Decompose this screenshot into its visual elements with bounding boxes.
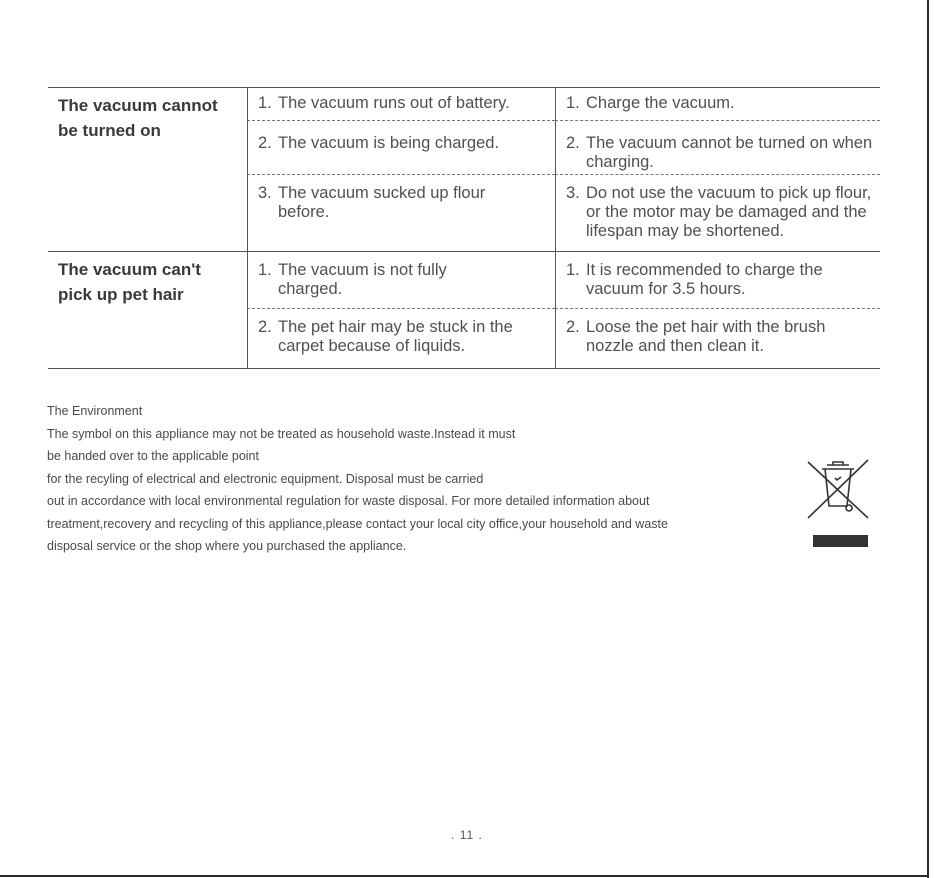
solution-number: 2. xyxy=(566,134,580,152)
problem-label: The vacuum cannot be turned on xyxy=(58,96,218,140)
trouble-group xyxy=(48,88,880,251)
solution-cell xyxy=(555,308,880,368)
solution-number: 2. xyxy=(566,318,580,336)
environment-text-line: be handed over to the applicable point xyxy=(47,449,259,463)
solution-text: Charge the vacuum. xyxy=(586,94,735,112)
solution-cell xyxy=(555,252,880,308)
solution-cell xyxy=(555,88,880,120)
cause-cell xyxy=(247,120,555,174)
environment-text-line: out in accordance with local environmental regulation for waste disposal. For more detailed information about xyxy=(47,494,650,508)
cause-number: 1. xyxy=(258,94,272,112)
environment-text-line: treatment,recovery and recycling of this appliance,please contact your local city office,your household and waste xyxy=(47,516,668,531)
environment-section xyxy=(47,400,807,558)
cause-number: 2. xyxy=(258,318,272,336)
cause-text: The pet hair may be stuck in the carpet because of liquids. xyxy=(278,318,513,355)
solution-text: Do not use the vacuum to pick up flour, or the motor may be damaged and the lifespan may be shortened. xyxy=(586,184,872,240)
solution-number: 1. xyxy=(566,261,580,279)
solution-cell xyxy=(555,174,880,251)
environment-text-line: for the recyling of electrical and electronic equipment. Disposal must be carried xyxy=(47,471,484,486)
solution-number: 3. xyxy=(566,184,580,202)
cause-text: The vacuum sucked up flour before. xyxy=(278,184,486,221)
solution-cell xyxy=(555,120,880,174)
cause-text: The vacuum is being charged. xyxy=(278,134,500,152)
page-border-bottom xyxy=(0,875,929,877)
environment-heading: The Environment xyxy=(47,404,143,418)
cause-number: 1. xyxy=(258,261,272,279)
cause-cell xyxy=(247,252,555,308)
page-border-right xyxy=(927,0,929,878)
solution-text: It is recommended to charge the vacuum for 3.5 hours. xyxy=(586,261,823,298)
cause-cell xyxy=(247,174,555,251)
cause-number: 3. xyxy=(258,184,272,202)
cause-cell xyxy=(247,308,555,368)
cause-cell xyxy=(247,88,555,120)
solution-text: Loose the pet hair with the brush nozzle and then clean it. xyxy=(586,318,826,355)
cause-number: 2. xyxy=(258,134,272,152)
cause-text: The vacuum runs out of battery. xyxy=(278,94,510,112)
page-number: . 11 . xyxy=(451,828,483,842)
crossed-out-wheelie-bin-icon xyxy=(805,456,871,548)
environment-text-line: The symbol on this appliance may not be treated as household waste.Instead it must xyxy=(47,426,516,441)
trouble-group xyxy=(48,251,880,368)
solution-text: The vacuum cannot be turned on when charging. xyxy=(586,134,873,171)
problem-label: The vacuum can't pick up pet hair xyxy=(58,260,201,304)
cause-text: The vacuum is not fully charged. xyxy=(278,261,447,298)
troubleshooting-table xyxy=(48,87,880,369)
solution-number: 1. xyxy=(566,94,580,112)
environment-text-line: disposal service or the shop where you purchased the appliance. xyxy=(47,539,407,553)
